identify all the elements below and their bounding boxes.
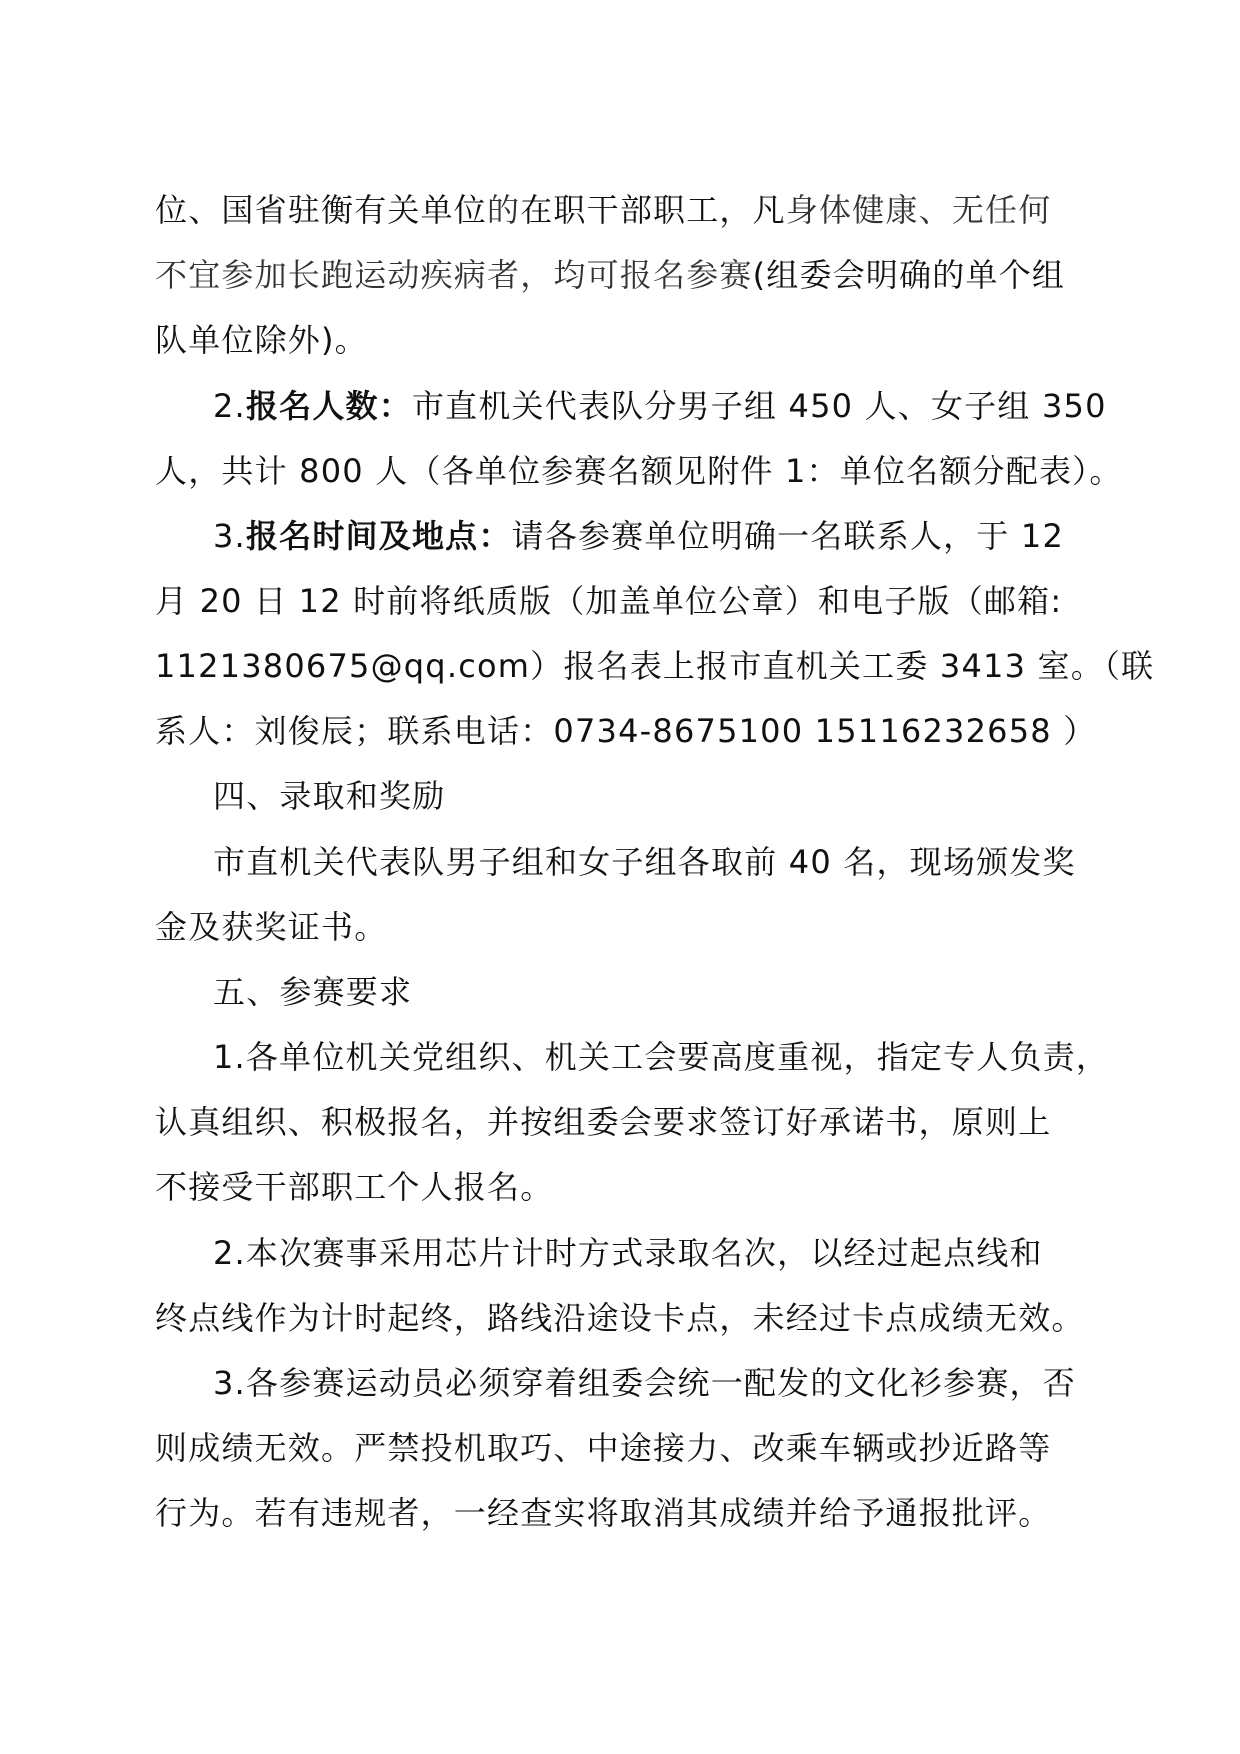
paragraph-line: [155, 190, 1051, 230]
section-heading: 四、录取和奖励: [213, 777, 446, 815]
item-registration-time: [213, 516, 1064, 556]
paragraph-line: 3.各参赛运动员必须穿着组委会统一配发的文化衫参赛，否: [213, 1364, 1076, 1402]
item-label: 报名时间及地点：: [245, 517, 512, 555]
paragraph-line: 则成绩无效。严禁投机取巧、中途接力、改乘车辆或抄近路等: [155, 1429, 1052, 1467]
text-run: 的: [487, 191, 521, 229]
paragraph-line: 1121380675@qq.com）报名表上报市直机关工委 3413 室。（联: [155, 647, 1155, 685]
item-text: 请各参赛单位明确一名联系人，于 12: [511, 517, 1065, 555]
text-run: 不宜参加长跑运动疾病者，均可报名参赛: [155, 256, 753, 294]
text-run: 位、国省驻衡有关单位: [155, 191, 488, 229]
paragraph-line: 系人：刘俊辰；联系电话：0734-8675100 15116232658 ）: [155, 712, 1097, 750]
text-run: 身体健康、无任何: [785, 191, 1052, 229]
paragraph-line: 终点线作为计时起终，路线沿途设卡点，未经过卡点成绩无效。: [155, 1299, 1085, 1337]
paragraph-line: 认真组织、积极报名，并按组委会要求签订好承诺书，原则上: [155, 1103, 1052, 1141]
paragraph-line: 队单位除外)。: [155, 321, 368, 359]
section-heading: 五、参赛要求: [213, 973, 413, 1011]
paragraph-line: 市直机关代表队男子组和女子组各取前 40 名，现场颁发奖: [213, 843, 1076, 881]
item-number: 3.: [213, 517, 246, 555]
paragraph-line: 1.各单位机关党组织、机关工会要高度重视，指定专人负责，: [213, 1038, 1110, 1076]
text-run: 在职干部职工，凡: [520, 191, 786, 229]
paragraph-line: 2.本次赛事采用芯片计时方式录取名次，以经过起点线和: [213, 1234, 1043, 1272]
paragraph-line: 金及获奖证书。: [155, 908, 388, 946]
text-run: (组委会明确的单个组: [752, 256, 1066, 294]
item-registration-count: [213, 386, 1107, 426]
paragraph-line: 人，共计 800 人（各单位参赛名额见附件 1：单位名额分配表）。: [155, 452, 1123, 490]
paragraph-line: 行为。若有违规者，一经查实将取消其成绩并给予通报批评。: [155, 1494, 1052, 1532]
paragraph-line: 不接受干部职工个人报名。: [155, 1168, 554, 1206]
paragraph-line: [155, 255, 1065, 295]
item-label: 报名人数：: [245, 387, 412, 425]
item-text: 市直机关代表队分男子组 450 人、女子组 350: [411, 387, 1107, 425]
paragraph-line: 月 20 日 12 时前将纸质版（加盖单位公章）和电子版（邮箱:: [155, 582, 1063, 620]
item-number: 2.: [213, 387, 246, 425]
